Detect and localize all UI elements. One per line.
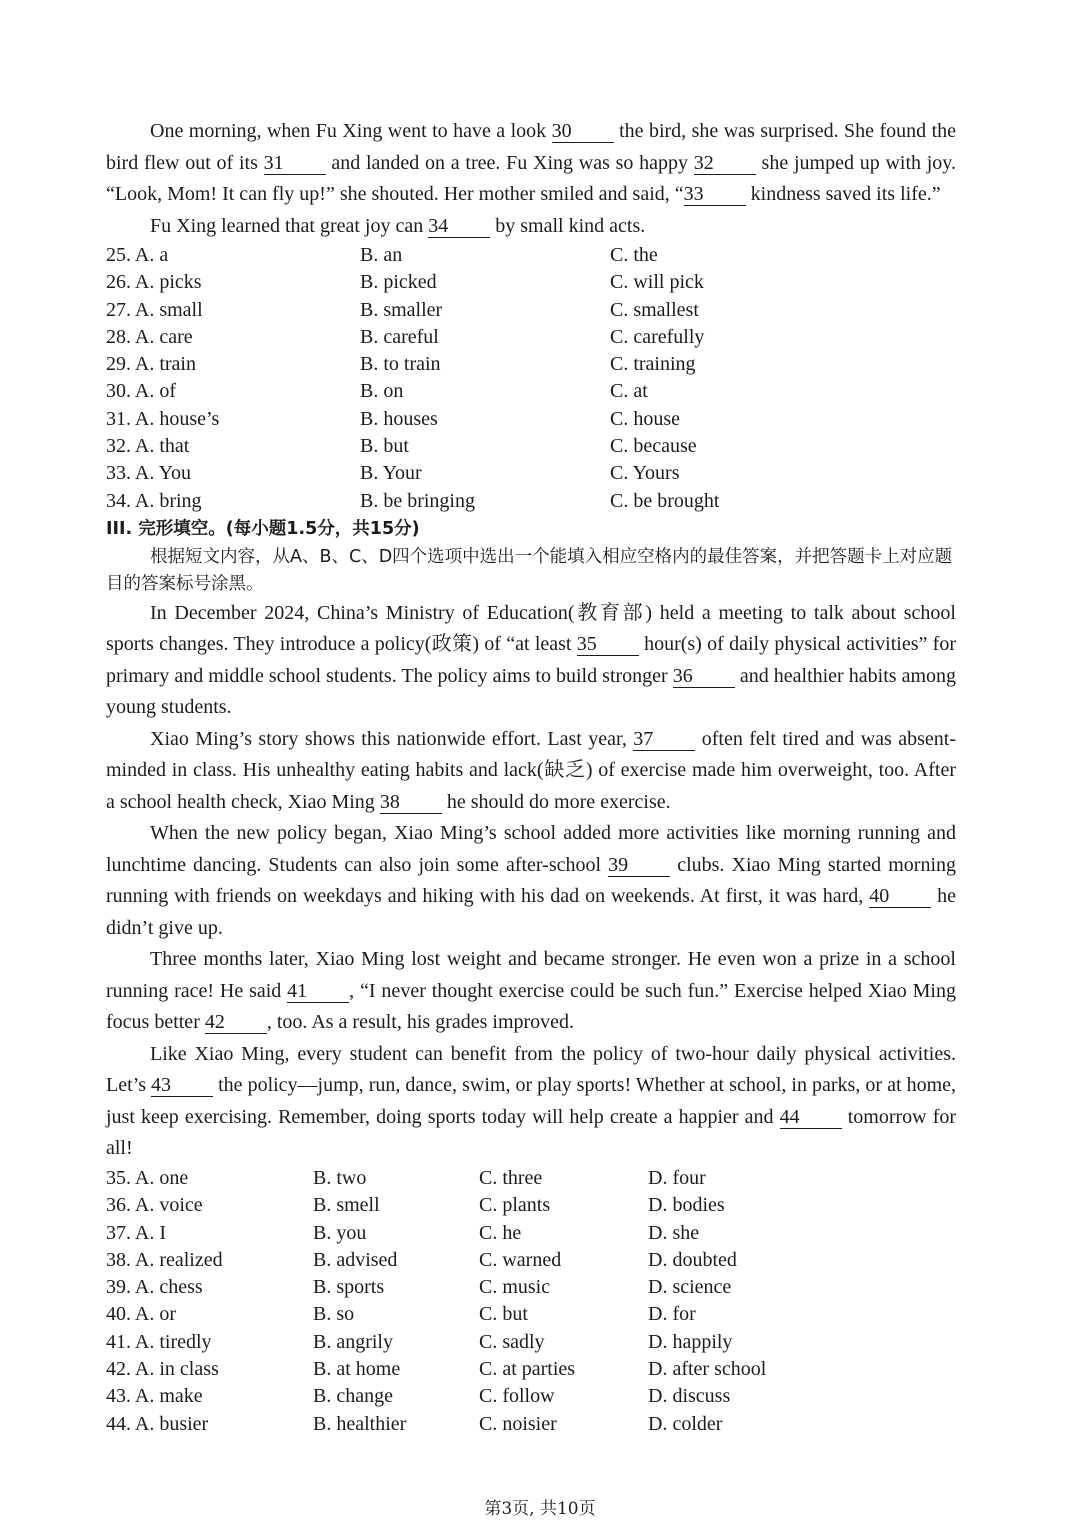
option-a: 29. A. train <box>106 353 196 376</box>
option-c: C. the <box>610 244 658 266</box>
page-content <box>106 116 956 1438</box>
option-c: C. plants <box>479 1194 551 1217</box>
option-b: B. but <box>360 435 409 458</box>
option-c: C. will pick <box>610 271 704 294</box>
option-c: C. at <box>610 380 648 403</box>
option-c: C. noisier <box>479 1412 557 1435</box>
option-b: B. at home <box>313 1358 401 1381</box>
option-row <box>106 1165 956 1192</box>
blank-39: 39 <box>608 855 670 877</box>
text: the policy—jump, run, dance, swim, or play sports! Whether at school, in parks, or at home, just keep exercising. Remember, doing sports today will help create a happier and <box>106 1074 957 1128</box>
text: , too. As a result, his grades improved. <box>266 1011 575 1034</box>
option-row <box>106 433 956 460</box>
option-d: D. after school <box>648 1358 767 1381</box>
option-c: C. follow <box>479 1385 555 1408</box>
options-25-34 <box>106 242 956 515</box>
blank-44: 44 <box>780 1107 842 1129</box>
passage2-paragraph-1 <box>106 598 956 724</box>
blank-40: 40 <box>869 886 931 908</box>
option-a: 41. A. tiredly <box>106 1330 212 1353</box>
option-b: B. you <box>313 1221 367 1244</box>
option-row <box>106 1220 956 1247</box>
section-instruction: 根据短文内容，从A、B、C、D四个选项中选出一个能填入相应空格内的最佳答案，并把答题卡上对应题目的答案标号涂黑。 <box>106 546 953 594</box>
option-b: B. so <box>313 1303 355 1326</box>
option-row <box>106 269 956 296</box>
option-b: B. be bringing <box>360 489 475 512</box>
option-c: C. be brought <box>610 489 720 512</box>
option-row <box>106 1301 956 1328</box>
blank-31: 31 <box>264 153 326 175</box>
option-b: B. careful <box>360 325 439 348</box>
text: kindness saved its life.” <box>750 183 941 205</box>
text: he didn’t give up. <box>106 885 957 939</box>
text: often felt tired and was absent-minded in class. His unhealthy eating habits and lack(缺乏) of exercise made him overweight, too. After a school health check, Xiao Ming <box>106 727 957 813</box>
option-d: D. discuss <box>648 1385 731 1408</box>
option-b: B. to train <box>360 353 441 376</box>
option-b: B. smaller <box>360 298 443 321</box>
blank-34: 34 <box>428 216 490 238</box>
option-a: 42. A. in class <box>106 1358 219 1381</box>
option-a: 28. A. care <box>106 325 193 348</box>
option-a: 31. A. house’s <box>106 407 220 430</box>
option-b: B. on <box>360 380 404 403</box>
option-b: B. change <box>313 1385 393 1408</box>
option-row <box>106 1411 956 1438</box>
option-b: B. Your <box>360 462 422 485</box>
option-d: D. four <box>648 1166 706 1189</box>
text: and landed on a tree. Fu Xing was so happy <box>331 151 689 174</box>
text: Three months later, Xiao Ming lost weight and became stronger. He even won a prize in a school running race! He said <box>106 948 956 1002</box>
option-a: 26. A. picks <box>106 271 202 294</box>
option-c: C. he <box>479 1221 522 1244</box>
text: Xiao Ming’s story shows this nationwide effort. Last year, <box>150 727 627 750</box>
option-a: 38. A. realized <box>106 1248 223 1271</box>
passage2-paragraph-4 <box>106 944 956 1039</box>
option-c: C. Yours <box>610 462 680 485</box>
text: Like Xiao Ming, every student can benefit from the policy of two-hour daily physical activities. Let’s <box>106 1042 956 1097</box>
option-d: D. for <box>648 1303 696 1326</box>
blank-43: 43 <box>151 1075 213 1097</box>
option-row <box>106 351 956 378</box>
blank-41: 41 <box>287 981 349 1003</box>
option-b: B. two <box>313 1166 367 1189</box>
text: the bird, she was surprised. She found the bird flew out of its <box>106 120 957 174</box>
option-a: 44. A. busier <box>106 1412 209 1435</box>
option-c: C. at parties <box>479 1358 576 1381</box>
passage1-paragraph-1 <box>106 116 956 211</box>
passage2-paragraph-3 <box>106 818 956 944</box>
option-a: 35. A. one <box>106 1166 189 1189</box>
option-row <box>106 1274 956 1301</box>
option-c: C. carefully <box>610 325 705 348</box>
passage2-paragraph-5 <box>106 1039 956 1165</box>
page-number: 第3页, 共10页 <box>484 1499 596 1519</box>
option-b: B. healthier <box>313 1412 407 1435</box>
option-row <box>106 1383 956 1410</box>
blank-37: 37 <box>633 729 695 751</box>
option-c: C. smallest <box>610 298 699 321</box>
option-row <box>106 242 956 269</box>
option-d: D. colder <box>648 1412 723 1435</box>
option-b: B. sports <box>313 1276 385 1299</box>
text: In December 2024, China’s Ministry of Education(教育部) held a meeting to talk about school sports changes. They introduce a policy(政策) of “at least <box>106 601 956 656</box>
text: When the new policy began, Xiao Ming’s school added more activities like morning running and lunchtime dancing. Students can also join some after-school <box>106 822 956 876</box>
option-d: D. happily <box>648 1330 733 1353</box>
option-a: 43. A. make <box>106 1385 203 1408</box>
option-a: 40. A. or <box>106 1303 176 1326</box>
text: , “I never thought exercise could be such fun.” Exercise helped Xiao Ming focus better <box>106 979 956 1034</box>
option-c: C. three <box>479 1166 543 1189</box>
option-b: B. smell <box>313 1194 380 1217</box>
option-row <box>106 378 956 405</box>
option-c: C. sadly <box>479 1330 545 1353</box>
option-d: D. doubted <box>648 1248 737 1271</box>
text: tomorrow for all! <box>106 1105 957 1160</box>
option-a: 34. A. bring <box>106 489 202 512</box>
option-a: 27. A. small <box>106 298 203 321</box>
text: Fu Xing learned that great joy can <box>150 214 424 237</box>
passage2-paragraph-2 <box>106 724 956 819</box>
blank-33: 33 <box>684 184 746 206</box>
option-a: 36. A. voice <box>106 1194 203 1217</box>
blank-38: 38 <box>380 792 442 814</box>
blank-32: 32 <box>694 153 756 175</box>
option-b: B. angrily <box>313 1330 393 1353</box>
text: by small kind acts. <box>495 214 646 237</box>
option-a: 33. A. You <box>106 462 192 485</box>
option-a: 39. A. chess <box>106 1276 203 1299</box>
text: clubs. Xiao Ming started morning running with friends on weekdays and hiking with his dad on weekends. At first, it was hard, <box>106 853 957 908</box>
option-c: C. training <box>610 353 696 376</box>
option-d: D. she <box>648 1221 700 1244</box>
option-b: B. an <box>360 244 403 266</box>
blank-36: 36 <box>673 666 735 688</box>
option-row <box>106 1356 956 1383</box>
text: hour(s) of daily physical activities” for primary and middle school students. The policy aims to build stronger <box>106 633 956 687</box>
option-c: C. house <box>610 407 680 430</box>
option-row <box>106 1192 956 1219</box>
option-row <box>106 406 956 433</box>
blank-30: 30 <box>552 121 614 143</box>
option-b: B. picked <box>360 271 437 294</box>
option-a: 30. A. of <box>106 380 176 403</box>
section-heading: III. 完形填空。(每小题1.5分，共15分) <box>106 518 420 539</box>
blank-35: 35 <box>577 634 639 656</box>
text: One morning, when Fu Xing went to have a look <box>150 120 547 142</box>
option-c: C. because <box>610 435 697 458</box>
option-row <box>106 324 956 351</box>
option-row <box>106 1247 956 1274</box>
options-35-44 <box>106 1165 956 1438</box>
blank-42: 42 <box>205 1012 267 1034</box>
option-c: C. but <box>479 1303 528 1326</box>
option-d: D. science <box>648 1276 732 1299</box>
option-row <box>106 1329 956 1356</box>
option-b: B. advised <box>313 1248 398 1271</box>
option-c: C. music <box>479 1276 551 1299</box>
option-d: D. bodies <box>648 1194 725 1217</box>
option-a: 37. A. I <box>106 1221 166 1244</box>
option-a: 32. A. that <box>106 435 190 458</box>
option-b: B. houses <box>360 407 438 430</box>
option-row <box>106 488 956 515</box>
option-a: 25. A. a <box>106 244 169 266</box>
passage1-paragraph-2 <box>106 211 956 243</box>
text: she jumped up with joy. “Look, Mom! It can fly up!” she shouted. Her mother smiled and said, “ <box>106 151 957 205</box>
text: and healthier habits among young students. <box>106 664 957 719</box>
option-row <box>106 460 956 487</box>
option-c: C. warned <box>479 1248 562 1271</box>
option-row <box>106 297 956 324</box>
text: he should do more exercise. <box>446 790 671 813</box>
